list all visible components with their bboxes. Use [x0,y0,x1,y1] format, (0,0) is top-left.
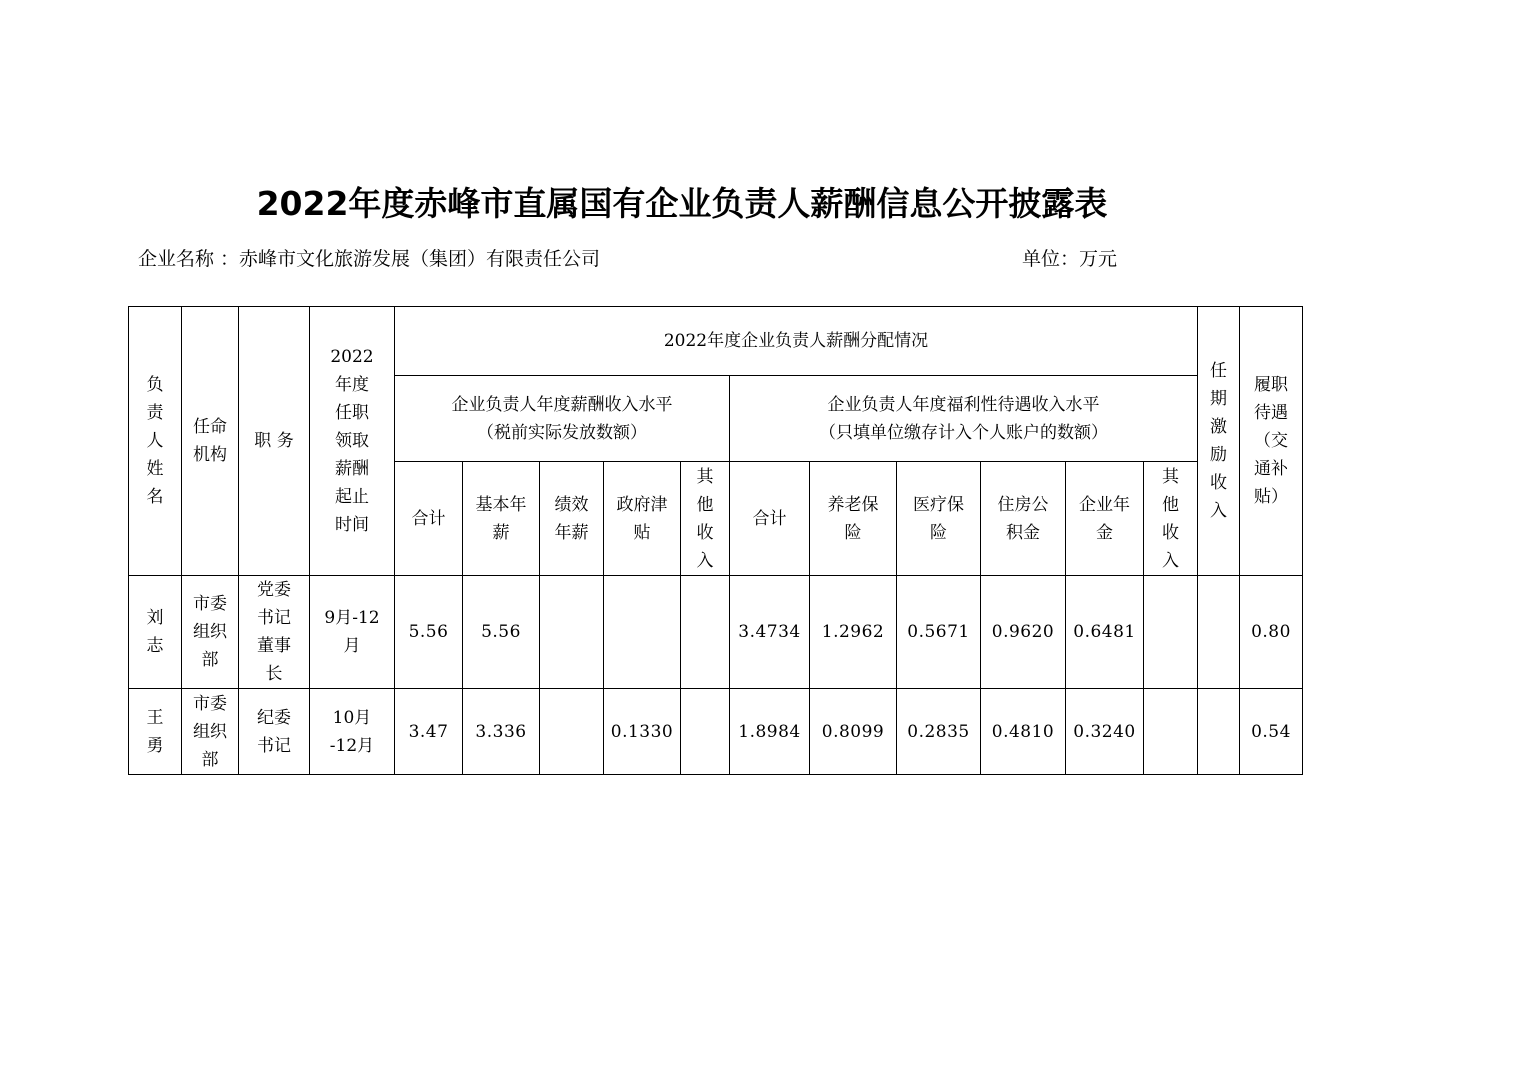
cell-period: 9月-12月 [310,576,395,689]
cell-welfare-total: 1.8984 [730,689,810,775]
cell-welfare-total: 3.4734 [730,576,810,689]
cell-position: 党委书记董事长 [239,576,310,689]
salary-disclosure-table [128,306,1303,775]
header-salary-other: 其他收入 [681,462,730,576]
cell-housing-fund: 0.4810 [981,689,1066,775]
page-title: 2022年度赤峰市直属国有企业负责人薪酬信息公开披露表 [256,184,1108,223]
header-tenure-incentive: 任期激励收入 [1198,307,1240,576]
cell-appointing-body: 市委组织部 [182,689,239,775]
cell-tenure-incentive [1198,576,1240,689]
cell-medical: 0.2835 [897,689,981,775]
cell-pension: 0.8099 [810,689,897,775]
period-line-1: 10月 [332,707,372,728]
unit-label: 单位：万元 [1022,248,1118,270]
salary-group-note: （税前实际发放数额） [477,422,647,443]
table-row [129,576,1303,689]
cell-annuity: 0.3240 [1066,689,1144,775]
header-performance-salary: 绩效年薪 [540,462,604,576]
cell-base-salary: 5.56 [463,576,540,689]
cell-period [310,689,395,775]
cell-name: 刘志 [129,576,182,689]
header-gov-allowance: 政府津贴 [604,462,681,576]
cell-name: 王勇 [129,689,182,775]
cell-pension: 1.2962 [810,576,897,689]
header-salary-total: 合计 [395,462,463,576]
header-position: 职 务 [239,307,310,576]
cell-salary-total: 5.56 [395,576,463,689]
header-welfare-total: 合计 [730,462,810,576]
cell-duty-allowance: 0.80 [1240,576,1303,689]
header-annuity: 企业年金 [1066,462,1144,576]
cell-duty-allowance: 0.54 [1240,689,1303,775]
period-line-2: -12月 [329,735,375,756]
header-appointing-body: 任命机构 [182,307,239,576]
header-duty-allowance: 履职待遇（交通补贴） [1240,307,1303,576]
header-row-1 [129,307,1303,376]
header-period: 2022年度任职领取薪酬起止时间 [310,307,395,576]
header-salary-group [395,376,730,462]
cell-housing-fund: 0.9620 [981,576,1066,689]
cell-appointing-body: 市委组织部 [182,576,239,689]
cell-base-salary: 3.336 [463,689,540,775]
header-distribution: 2022年度企业负责人薪酬分配情况 [395,307,1198,376]
cell-salary-total: 3.47 [395,689,463,775]
cell-salary-other [681,576,730,689]
salary-group-title: 企业负责人年度薪酬收入水平 [451,394,673,415]
header-pension: 养老保险 [810,462,897,576]
cell-gov-allowance [604,576,681,689]
cell-position: 纪委书记 [239,689,310,775]
table-row [129,689,1303,775]
welfare-group-title: 企业负责人年度福利性待遇收入水平 [827,394,1100,415]
header-base-salary: 基本年薪 [463,462,540,576]
company-name-label: 企业名称 ：赤峰市文化旅游发展（集团）有限责任公司 [138,248,601,270]
cell-performance-salary [540,576,604,689]
cell-salary-other [681,689,730,775]
cell-performance-salary [540,689,604,775]
header-welfare-other: 其他收入 [1144,462,1198,576]
cell-welfare-other [1144,689,1198,775]
cell-annuity: 0.6481 [1066,576,1144,689]
cell-welfare-other [1144,576,1198,689]
header-name: 负责人姓名 [129,307,182,576]
cell-medical: 0.5671 [897,576,981,689]
welfare-group-note: （只填单位缴存计入个人账户的数额） [819,422,1108,443]
cell-gov-allowance: 0.1330 [604,689,681,775]
header-housing-fund: 住房公积金 [981,462,1066,576]
header-welfare-group [730,376,1198,462]
cell-tenure-incentive [1198,689,1240,775]
header-medical: 医疗保险 [897,462,981,576]
